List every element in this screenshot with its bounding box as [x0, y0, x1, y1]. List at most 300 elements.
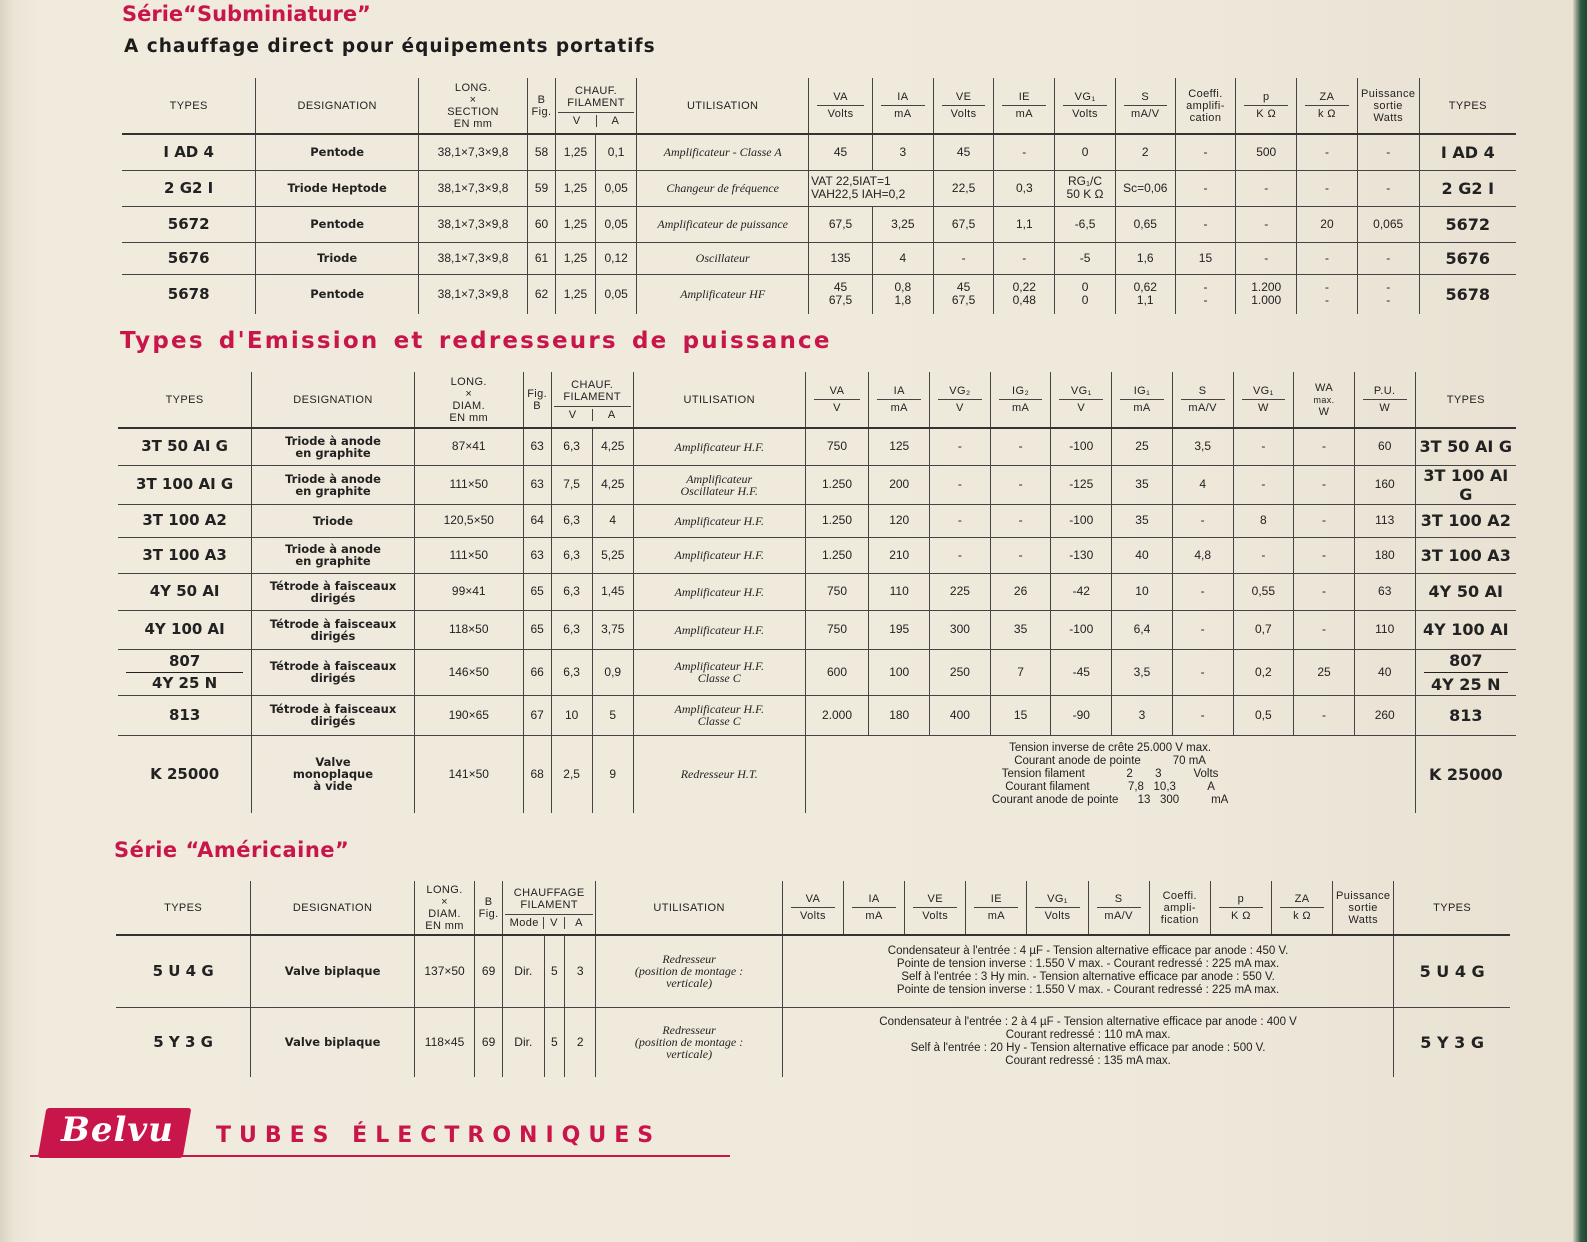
za: - - [1297, 274, 1358, 314]
ig1: 35 [1112, 504, 1173, 537]
vg2: - [930, 428, 991, 465]
table-row [118, 465, 1516, 504]
fil-a: 9 [592, 735, 633, 813]
fil-a: 3,75 [592, 610, 633, 649]
fig: 66 [523, 649, 551, 695]
col-utilisation: UTILISATION [637, 78, 809, 134]
ig1: 25 [1112, 428, 1173, 465]
coef: - [1175, 206, 1236, 242]
dimensions: 38,1×7,3×9,8 [418, 134, 527, 170]
fig: 63 [523, 537, 551, 573]
col-vg1: VG₁ V [1051, 372, 1112, 428]
fig: 63 [523, 465, 551, 504]
vg2: - [930, 537, 991, 573]
ia: 100 [869, 649, 930, 695]
s: - [1172, 573, 1233, 610]
type-name-right: 4Y 50 AI [1415, 573, 1516, 610]
fig: 65 [523, 610, 551, 649]
vgw: 0,55 [1233, 573, 1294, 610]
type-name: 807 4Y 25 N [118, 649, 252, 695]
fil-a: 0,1 [596, 134, 637, 170]
type-name-right: I AD 4 [1419, 134, 1516, 170]
table-row [122, 206, 1516, 242]
designation: Valve biplaque [251, 1007, 415, 1077]
fil-a: 0,05 [596, 274, 637, 314]
fil-a: 4,25 [592, 465, 633, 504]
designation: Valve biplaque [251, 935, 415, 1007]
ig2: - [990, 465, 1051, 504]
fil-a: 4,25 [592, 428, 633, 465]
vgw: 0,5 [1233, 695, 1294, 735]
ig2: 15 [990, 695, 1051, 735]
type-name-right: 3T 100 A3 [1415, 537, 1516, 573]
fig: 64 [523, 504, 551, 537]
row-notes: Condensateur à l'entrée : 2 à 4 µF - Tension alternative efficace par anode : 400 V Courant redressé : 110 mA max. Self à l'entrée : 20 Hy - Tension alternative efficace par anode : 500 V. Courant redressé : 135 mA max. [782, 1007, 1393, 1077]
fil-v: 2,5 [551, 735, 592, 813]
type-name: 4Y 50 AI [118, 573, 252, 610]
table-row [122, 274, 1516, 314]
za: - [1297, 242, 1358, 274]
vg1: -130 [1051, 537, 1112, 573]
designation: Pentode [256, 206, 419, 242]
fil-v: 5 [544, 1007, 565, 1077]
table-row [118, 649, 1516, 695]
utilisation: Amplificateur HF [637, 274, 809, 314]
vg: -6,5 [1055, 206, 1116, 242]
designation: Tétrode à faisceaux dirigés [252, 695, 415, 735]
col-ie: IE mA [994, 78, 1055, 134]
pu: 63 [1354, 573, 1415, 610]
va: 45 [809, 134, 873, 170]
va: 2.000 [805, 695, 869, 735]
ia: 125 [869, 428, 930, 465]
vg1: -42 [1051, 573, 1112, 610]
va: 45 67,5 [809, 274, 873, 314]
col-fig: B Fig. [475, 881, 503, 935]
utilisation: Amplificateur de puissance [637, 206, 809, 242]
va: 750 [805, 573, 869, 610]
puissance: 0,065 [1357, 206, 1419, 242]
vg2: 400 [930, 695, 991, 735]
type-name-right: 813 [1415, 695, 1516, 735]
dimensions: 118×50 [414, 610, 523, 649]
utilisation: Amplificateur H.F. [633, 573, 805, 610]
fil-a: 2 [565, 1007, 596, 1077]
col-long: LONG. × DIAM. EN mm [414, 372, 523, 428]
col-wa: WA max. W [1294, 372, 1355, 428]
fig: 60 [528, 206, 556, 242]
designation: Triode à anode en graphite [252, 537, 415, 573]
ia: 4 [872, 242, 933, 274]
col-long: LONG. × DIAM. EN mm [414, 881, 474, 935]
type-name: 813 [118, 695, 252, 735]
wa: 25 [1294, 649, 1355, 695]
ig1: 10 [1112, 573, 1173, 610]
col-ia: IA mA [872, 78, 933, 134]
footer-rule [30, 1155, 730, 1157]
s: 2 [1115, 134, 1175, 170]
col-types-right: TYPES [1415, 372, 1516, 428]
fil-v: 5 [544, 935, 565, 1007]
utilisation: Amplificateur H.F. [633, 504, 805, 537]
vg: -5 [1055, 242, 1116, 274]
col-va: VA Volts [782, 881, 843, 935]
utilisation: Redresseur H.T. [633, 735, 805, 813]
fil-v: 6,3 [551, 428, 592, 465]
utilisation: Changeur de fréquence [637, 170, 809, 206]
p: - [1236, 206, 1297, 242]
col-puissance: Puissance sortie Watts [1357, 78, 1419, 134]
ig2: - [990, 504, 1051, 537]
col-chauffage: CHAUFFAGE FILAMENT Mode V A [503, 881, 596, 935]
fig: 69 [475, 935, 503, 1007]
wa: - [1294, 504, 1355, 537]
vg2: 300 [930, 610, 991, 649]
s: - [1172, 649, 1233, 695]
s: Sc=0,06 [1115, 170, 1175, 206]
fil-v: 6,3 [551, 649, 592, 695]
designation: Triode [252, 504, 415, 537]
designation: Valve monoplaque à vide [252, 735, 415, 813]
table-header [116, 881, 1510, 935]
col-vgw: VG₁ W [1233, 372, 1294, 428]
col-long: LONG. × SECTION EN mm [418, 78, 527, 134]
utilisation: Amplificateur H.F. Classe C [633, 695, 805, 735]
col-va: VA V [805, 372, 869, 428]
ie: - [994, 134, 1055, 170]
pu: 180 [1354, 537, 1415, 573]
table-row [122, 134, 1516, 170]
ig2: - [990, 428, 1051, 465]
dimensions: 190×65 [414, 695, 523, 735]
type-name: 2 G2 I [122, 170, 256, 206]
fig: 63 [523, 428, 551, 465]
table-row-k25000 [118, 735, 1516, 813]
col-za: ZA k Ω [1271, 881, 1332, 935]
utilisation: Amplificateur H.F. [633, 428, 805, 465]
za: 20 [1297, 206, 1358, 242]
ve: - [933, 242, 994, 274]
type-name-right: 3T 100 AI G [1415, 465, 1516, 504]
col-vg: VG₁ Volts [1027, 881, 1088, 935]
ia: 195 [869, 610, 930, 649]
s: 4,8 [1172, 537, 1233, 573]
k25000-notes: Tension inverse de crête 25.000 V max. Courant anode de pointe 70 mA Tension filament 2 3 Volts Courant filament 7,8 10,3 A Courant anode de pointe 13 300 mA [805, 735, 1415, 813]
table-row [118, 504, 1516, 537]
vgw: 0,2 [1233, 649, 1294, 695]
col-types: TYPES [122, 78, 256, 134]
type-name: 5678 [167, 284, 210, 303]
utilisation: Oscillateur [637, 242, 809, 274]
table-row [118, 537, 1516, 573]
vg2: 250 [930, 649, 991, 695]
table-row [118, 573, 1516, 610]
ve: 22,5 [933, 170, 994, 206]
fil-a: 4 [592, 504, 633, 537]
coef: 15 [1175, 242, 1236, 274]
designation: Pentode [256, 134, 419, 170]
coef: - - [1175, 274, 1236, 314]
type-name-right: 5672 [1419, 206, 1516, 242]
col-types: TYPES [118, 372, 252, 428]
wa: - [1294, 573, 1355, 610]
designation: Triode à anode en graphite [252, 428, 415, 465]
col-chauf: CHAUF. FILAMENT V A [555, 78, 636, 134]
vg1: -125 [1051, 465, 1112, 504]
fil-v: 1,25 [555, 274, 595, 314]
s: 1,6 [1115, 242, 1175, 274]
vg2: 225 [930, 573, 991, 610]
puissance: - [1357, 242, 1419, 274]
va: 1.250 [805, 465, 869, 504]
fil-v: 6,3 [551, 504, 592, 537]
ia: 200 [869, 465, 930, 504]
table-row [118, 610, 1516, 649]
dimensions: 38,1×7,3×9,8 [418, 170, 527, 206]
pu: 113 [1354, 504, 1415, 537]
s: - [1172, 695, 1233, 735]
type-name: 5 Y 3 G [153, 1032, 213, 1051]
fig: 68 [523, 735, 551, 813]
page-edge [1573, 0, 1587, 1242]
vg: RG₁/C 50 K Ω [1055, 170, 1116, 206]
za: - [1297, 170, 1358, 206]
fil-v: 10 [551, 695, 592, 735]
col-vg: VG₁ Volts [1055, 78, 1116, 134]
section-title-subminiature: Série“Subminiature” [122, 2, 371, 26]
fig: 69 [475, 1007, 503, 1077]
col-p: p K Ω [1236, 78, 1297, 134]
col-va: VA Volts [809, 78, 873, 134]
type-name-right: 3T 100 A2 [1415, 504, 1516, 537]
va-ia: VAT 22,5IAT=1 VAH22,5 IAH=0,2 [809, 170, 934, 206]
va: 135 [809, 242, 873, 274]
dimensions: 141×50 [414, 735, 523, 813]
designation: Triode [256, 242, 419, 274]
fil-a: 0,12 [596, 242, 637, 274]
row-notes: Condensateur à l'entrée : 4 µF - Tension alternative efficace par anode : 450 V. Pointe de tension inverse : 1.550 V max. - Courant redressé : 225 mA max. Self à l'entrée : 3 Hy min. - Tension alternative efficace par anode : 550 V. Pointe de tension inverse : 1.550 V max. - Courant redressé : 225 mA max. [782, 935, 1393, 1007]
fil-v: 6,3 [551, 610, 592, 649]
s: - [1172, 504, 1233, 537]
designation: Tétrode à faisceaux dirigés [252, 573, 415, 610]
type-name-right: 807 4Y 25 N [1415, 649, 1516, 695]
s: 3,5 [1172, 428, 1233, 465]
ig2: 35 [990, 610, 1051, 649]
va: 600 [805, 649, 869, 695]
ig2: 26 [990, 573, 1051, 610]
ie: - [994, 242, 1055, 274]
table-row [116, 935, 1510, 1007]
type-name-right: 5 Y 3 G [1394, 1007, 1510, 1077]
wa: - [1294, 465, 1355, 504]
va: 67,5 [809, 206, 873, 242]
vgw: 8 [1233, 504, 1294, 537]
dimensions: 87×41 [414, 428, 523, 465]
belvu-logo-text: Belvu [61, 1110, 174, 1150]
fil-a: 5 [592, 695, 633, 735]
designation: Triode à anode en graphite [252, 465, 415, 504]
dimensions: 146×50 [414, 649, 523, 695]
type-name: 3T 100 AI G [118, 465, 252, 504]
type-name-right: 5 U 4 G [1394, 935, 1510, 1007]
ve: 45 [933, 134, 994, 170]
vgw: 0,7 [1233, 610, 1294, 649]
table-row [122, 170, 1516, 206]
col-ia: IA mA [844, 881, 905, 935]
p: 500 [1236, 134, 1297, 170]
pu: 60 [1354, 428, 1415, 465]
fil-v: 7,5 [551, 465, 592, 504]
ig1: 35 [1112, 465, 1173, 504]
ie: 1,1 [994, 206, 1055, 242]
ie: 0,3 [994, 170, 1055, 206]
vg: 0 0 [1055, 274, 1116, 314]
ig1: 3 [1112, 695, 1173, 735]
americaine-table [116, 881, 1510, 1077]
s: 0,62 1,1 [1115, 274, 1175, 314]
vg1: -100 [1051, 504, 1112, 537]
col-designation: DESIGNATION [251, 881, 415, 935]
mode: Dir. [503, 1007, 544, 1077]
wa: - [1294, 428, 1355, 465]
vgw: - [1233, 428, 1294, 465]
ia: 3 [872, 134, 933, 170]
puissance: - [1357, 134, 1419, 170]
fig: 59 [528, 170, 556, 206]
fil-v: 1,25 [555, 134, 595, 170]
col-ve: VE Volts [905, 881, 966, 935]
fig: 61 [528, 242, 556, 274]
fil-v: 6,3 [551, 573, 592, 610]
ve: 67,5 [933, 206, 994, 242]
col-types-right: TYPES [1419, 78, 1516, 134]
ve: 45 67,5 [933, 274, 994, 314]
type-name: 5 U 4 G [116, 935, 251, 1007]
fil-a: 3 [565, 935, 596, 1007]
ig2: - [990, 537, 1051, 573]
ig1: 40 [1112, 537, 1173, 573]
section-title-emission: Types d'Emission et redresseurs de puissance [120, 328, 832, 354]
type-name: 4Y 100 AI [118, 610, 252, 649]
wa: - [1294, 695, 1355, 735]
dimensions: 38,1×7,3×9,8 [418, 242, 527, 274]
section-subtitle: A chauffage direct pour équipements portatifs [124, 36, 656, 57]
footer-title: TUBES ÉLECTRONIQUES [216, 1123, 662, 1148]
vg2: - [930, 465, 991, 504]
va: 750 [805, 610, 869, 649]
dimensions: 137×50 [414, 935, 474, 1007]
coef: - [1175, 134, 1236, 170]
table-header [118, 372, 1516, 428]
vg1: -45 [1051, 649, 1112, 695]
za: - [1297, 134, 1358, 170]
designation: Triode Heptode [256, 170, 419, 206]
utilisation: Redresseur (position de montage : verticale) [596, 935, 783, 1007]
ig1: 6,4 [1112, 610, 1173, 649]
p: - [1236, 170, 1297, 206]
designation: Tétrode à faisceaux dirigés [252, 649, 415, 695]
col-designation: DESIGNATION [256, 78, 419, 134]
p: 1.200 1.000 [1236, 274, 1297, 314]
s: 0,65 [1115, 206, 1175, 242]
pu: 260 [1354, 695, 1415, 735]
ia: 120 [869, 504, 930, 537]
fig: 62 [528, 274, 556, 314]
vg1: -100 [1051, 610, 1112, 649]
col-types: TYPES [116, 881, 251, 935]
table-header [122, 78, 1516, 134]
fig: 58 [528, 134, 556, 170]
col-vg2: VG₂ V [930, 372, 991, 428]
col-ig1: IG₁ mA [1112, 372, 1173, 428]
type-name-right: K 25000 [1415, 735, 1516, 813]
col-p: p K Ω [1210, 881, 1271, 935]
col-coef: Coeffi. ampli- fication [1149, 881, 1210, 935]
ig1: 3,5 [1112, 649, 1173, 695]
pu: 40 [1354, 649, 1415, 695]
wa: - [1294, 610, 1355, 649]
puissance: - [1357, 170, 1419, 206]
subminiature-table [122, 78, 1516, 314]
va: 1.250 [805, 537, 869, 573]
col-ve: VE Volts [933, 78, 994, 134]
table-row [122, 242, 1516, 274]
col-ie: IE mA [966, 881, 1027, 935]
col-utilisation: UTILISATION [596, 881, 783, 935]
vg1: -90 [1051, 695, 1112, 735]
col-puissance: Puissance sortie Watts [1333, 881, 1394, 935]
fig: 65 [523, 573, 551, 610]
fil-v: 1,25 [555, 242, 595, 274]
fil-v: 1,25 [555, 170, 595, 206]
utilisation: Amplificateur Oscillateur H.F. [633, 465, 805, 504]
vg1: -100 [1051, 428, 1112, 465]
fil-v: 1,25 [555, 206, 595, 242]
col-fig: Fig. B [523, 372, 551, 428]
vgw: - [1233, 537, 1294, 573]
type-name: K 25000 [150, 764, 220, 783]
col-ia: IA mA [869, 372, 930, 428]
col-fig: B Fig. [528, 78, 556, 134]
ia: 180 [869, 695, 930, 735]
dimensions: 38,1×7,3×9,8 [418, 274, 527, 314]
col-types-right: TYPES [1394, 881, 1510, 935]
type-name: 3T 100 A2 [118, 504, 252, 537]
p: - [1236, 242, 1297, 274]
dimensions: 38,1×7,3×9,8 [418, 206, 527, 242]
type-name: 3T 50 AI G [118, 428, 252, 465]
col-s: S mA/V [1172, 372, 1233, 428]
vg2: - [930, 504, 991, 537]
pu: 160 [1354, 465, 1415, 504]
col-ig2: IG₂ mA [990, 372, 1051, 428]
utilisation: Redresseur (position de montage : verticale) [596, 1007, 783, 1077]
type-name: I AD 4 [122, 134, 256, 170]
table-row [116, 1007, 1510, 1077]
dimensions: 99×41 [414, 573, 523, 610]
col-utilisation: UTILISATION [633, 372, 805, 428]
col-za: ZA k Ω [1297, 78, 1358, 134]
va: 750 [805, 428, 869, 465]
col-pu: P.U. W [1354, 372, 1415, 428]
col-coef: Coeffi. amplifi- cation [1175, 78, 1236, 134]
col-s: S mA/V [1115, 78, 1175, 134]
dimensions: 120,5×50 [414, 504, 523, 537]
col-s: S mA/V [1088, 881, 1149, 935]
col-chauf: CHAUF. FILAMENT V A [551, 372, 633, 428]
coef: - [1175, 170, 1236, 206]
type-name-right: 5678 [1419, 274, 1516, 314]
